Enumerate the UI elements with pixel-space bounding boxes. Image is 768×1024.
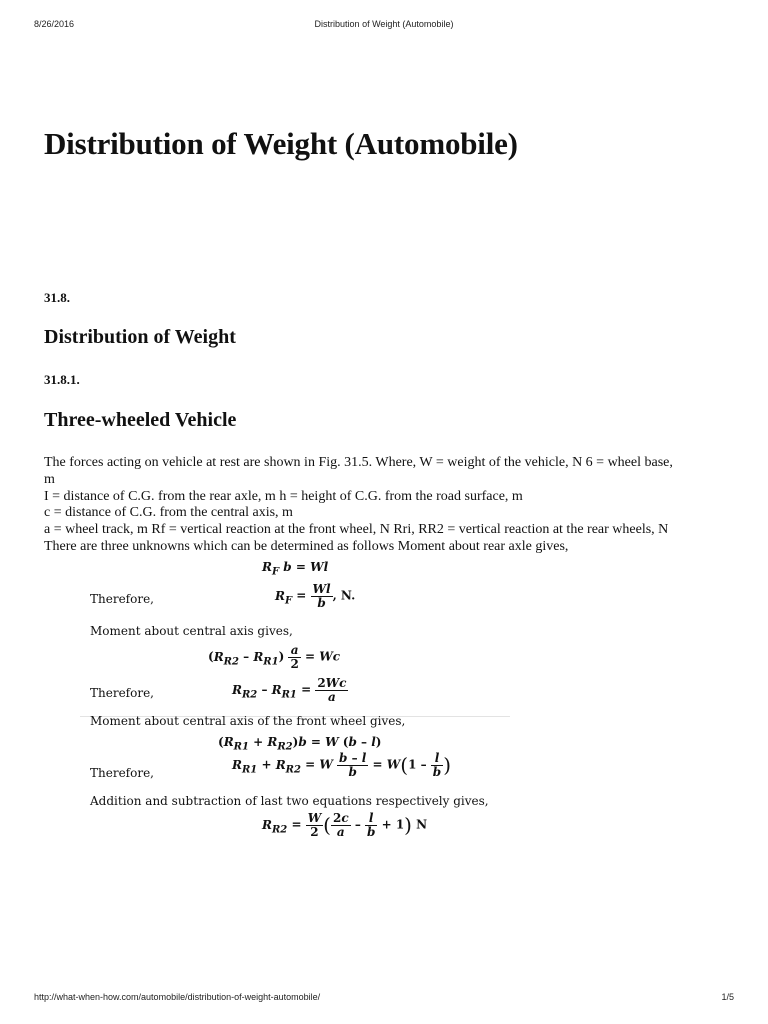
equation-rr2: $R_{R2}$ = $\frac{W}{2}$ ( $\frac{2c}{a}$ – $\frac{l}{b}$ + 1) N bbox=[262, 811, 428, 839]
section-number: 31.8. bbox=[44, 290, 70, 305]
print-date: 8/26/2016 bbox=[34, 19, 75, 29]
print-page-title: Distribution of Weight (Automobile) bbox=[314, 19, 454, 29]
moment-central-axis-text: Moment about central axis gives, bbox=[90, 624, 293, 638]
equation-rr1-plus-rr2: $R_{R1} + R_{R2} = W$ $\frac{b - l}{b}$ = W(1 – $\frac{l}{b}$ ) bbox=[232, 751, 451, 779]
body-paragraph bbox=[44, 455, 728, 556]
paragraph-line: I = distance of C.G. from the rear axle, m h = height of C.G. from the road surface, m bbox=[44, 488, 523, 504]
equation-rf: $R_F$ = $\frac{Wl}{b}$ , N. bbox=[275, 582, 356, 610]
subsection-title: Three-wheeled Vehicle bbox=[44, 409, 237, 431]
paragraph-line: c = distance of C.G. from the central axis, m bbox=[44, 505, 293, 521]
page-number: 1/5 bbox=[721, 992, 734, 1002]
paragraph-line: a = wheel track, m Rf = vertical reaction at the front wheel, N Rri, RR2 = vertical reaction at the rear wheels, N bbox=[44, 522, 669, 538]
paragraph-line: There are three unknowns which can be determined as follows Moment about rear axle gives, bbox=[44, 538, 569, 554]
paragraph-line: m bbox=[44, 471, 55, 487]
therefore-label: Therefore, bbox=[90, 686, 154, 700]
page-title: Distribution of Weight (Automobile) bbox=[44, 126, 518, 161]
addition-subtraction-text: Addition and subtraction of last two equations respectively gives, bbox=[90, 794, 489, 808]
source-url: http://what-when-how.com/automobile/distribution-of-weight-automobile/ bbox=[34, 992, 321, 1002]
paragraph-line: The forces acting on vehicle at rest are shown in Fig. 31.5. Where, W = weight of the vehicle, N 6 = wheel base, bbox=[44, 455, 673, 470]
equation-rr2-minus-rr1: $R_{R2} - R_{R1}$ = $\frac{2Wc}{a}$ bbox=[232, 676, 347, 704]
section-title: Distribution of Weight bbox=[44, 326, 236, 348]
equation-moment-front: $(R_{R1} + R_{R2})b = W$ (b – l) bbox=[218, 735, 382, 753]
subsection-number: 31.8.1. bbox=[44, 372, 80, 387]
therefore-label: Therefore, bbox=[90, 592, 154, 606]
equation-moment-central: $(R_{R2} - R_{R1})$ $\frac{a}{2}$ = Wc bbox=[208, 643, 341, 671]
moment-front-wheel-text: Moment about central axis of the front wheel gives, bbox=[90, 714, 406, 728]
equation-rf-b: $R_F$ b = Wl bbox=[262, 560, 329, 578]
print-footer bbox=[34, 992, 734, 1004]
print-header bbox=[34, 19, 734, 31]
therefore-label: Therefore, bbox=[90, 766, 154, 780]
